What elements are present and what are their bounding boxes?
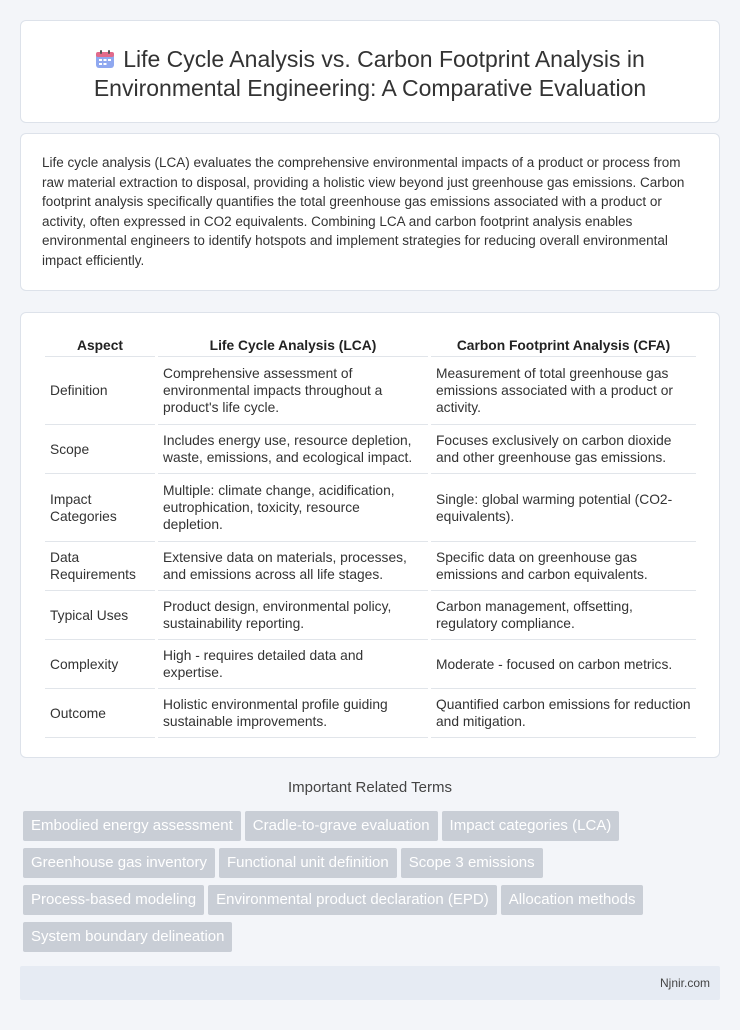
- lca-cell: Holistic environmental profile guiding sustainable improvements.: [158, 689, 428, 738]
- footer-site-link[interactable]: Njnir.com: [659, 976, 710, 990]
- related-term-tag[interactable]: Scope 3 emissions: [401, 848, 543, 878]
- table-row: [45, 640, 696, 689]
- cfa-cell: Single: global warming potential (CO2-equivalents).: [431, 474, 696, 542]
- related-term-tag[interactable]: Embodied energy assessment: [23, 811, 241, 841]
- lca-cell: Extensive data on materials, processes, and emissions across all life stages.: [158, 542, 428, 591]
- related-terms-heading: Important Related Terms: [288, 779, 452, 796]
- intro-card: [20, 133, 720, 291]
- cfa-cell: Specific data on greenhouse gas emissions and carbon equivalents.: [431, 542, 696, 591]
- related-term-tag[interactable]: Greenhouse gas inventory: [23, 848, 215, 878]
- lca-cell: High - requires detailed data and expertise.: [158, 640, 428, 689]
- lca-cell: Multiple: climate change, acidification, eutrophication, toxicity, resource depletion.: [158, 474, 428, 542]
- header-lca: Life Cycle Analysis (LCA): [158, 333, 428, 357]
- aspect-cell: Data Requirements: [45, 542, 155, 591]
- cfa-cell: Moderate - focused on carbon metrics.: [431, 640, 696, 689]
- table-row: [45, 425, 696, 474]
- cfa-cell: Carbon management, offsetting, regulatory compliance.: [431, 591, 696, 640]
- related-term-tag[interactable]: System boundary delineation: [23, 922, 232, 952]
- aspect-cell: Scope: [45, 425, 155, 474]
- aspect-cell: Outcome: [45, 689, 155, 738]
- page-title: [21, 45, 719, 103]
- header-cfa: Carbon Footprint Analysis (CFA): [431, 333, 696, 357]
- footer: [20, 966, 720, 1000]
- lca-cell: Product design, environmental policy, sustainability reporting.: [158, 591, 428, 640]
- title-card: [20, 20, 720, 123]
- lca-cell: Includes energy use, resource depletion, waste, emissions, and ecological impact.: [158, 425, 428, 474]
- lca-cell: Comprehensive assessment of environmental impacts throughout a product's life cycle.: [158, 357, 428, 425]
- related-term-tag[interactable]: Environmental product declaration (EPD): [208, 885, 497, 915]
- comparison-card: [20, 312, 720, 758]
- table-row: [45, 591, 696, 640]
- related-term-tag[interactable]: Process-based modeling: [23, 885, 204, 915]
- cfa-cell: Quantified carbon emissions for reduction and mitigation.: [431, 689, 696, 738]
- header-aspect: Aspect: [45, 333, 155, 357]
- related-term-tag[interactable]: Cradle-to-grave evaluation: [245, 811, 438, 841]
- aspect-cell: Typical Uses: [45, 591, 155, 640]
- table-row: [45, 474, 696, 542]
- related-terms-list: [23, 811, 703, 959]
- intro-paragraph: Life cycle analysis (LCA) evaluates the comprehensive environmental impacts of a product or process from raw material extraction to disposal, providing a holistic view beyond just greenhouse gas emissions. Carbon footprint analysis specifically quantifies the total greenhouse gas emissions associated with a product or activity, often expressed in CO2 equivalents. Combining LCA and carbon footprint analysis enables environmental engineers to identify hotspots and implement strategies for reducing overall environmental impact efficiently.: [42, 155, 685, 268]
- aspect-cell: Definition: [45, 357, 155, 425]
- aspect-cell: Impact Categories: [45, 474, 155, 542]
- table-row: [45, 542, 696, 591]
- calendar-icon: [95, 49, 115, 69]
- related-term-tag[interactable]: Functional unit definition: [219, 848, 397, 878]
- table-row: [45, 689, 696, 738]
- related-term-tag[interactable]: Allocation methods: [501, 885, 644, 915]
- title-text: Life Cycle Analysis vs. Carbon Footprint Analysis in Environmental Engineering: A Comparative Evaluation: [93, 46, 647, 101]
- table-header-row: [45, 333, 696, 357]
- cfa-cell: Focuses exclusively on carbon dioxide and other greenhouse gas emissions.: [431, 425, 696, 474]
- table-row: [45, 357, 696, 425]
- related-term-tag[interactable]: Impact categories (LCA): [442, 811, 620, 841]
- cfa-cell: Measurement of total greenhouse gas emissions associated with a product or activity.: [431, 357, 696, 425]
- comparison-table: [42, 333, 699, 738]
- aspect-cell: Complexity: [45, 640, 155, 689]
